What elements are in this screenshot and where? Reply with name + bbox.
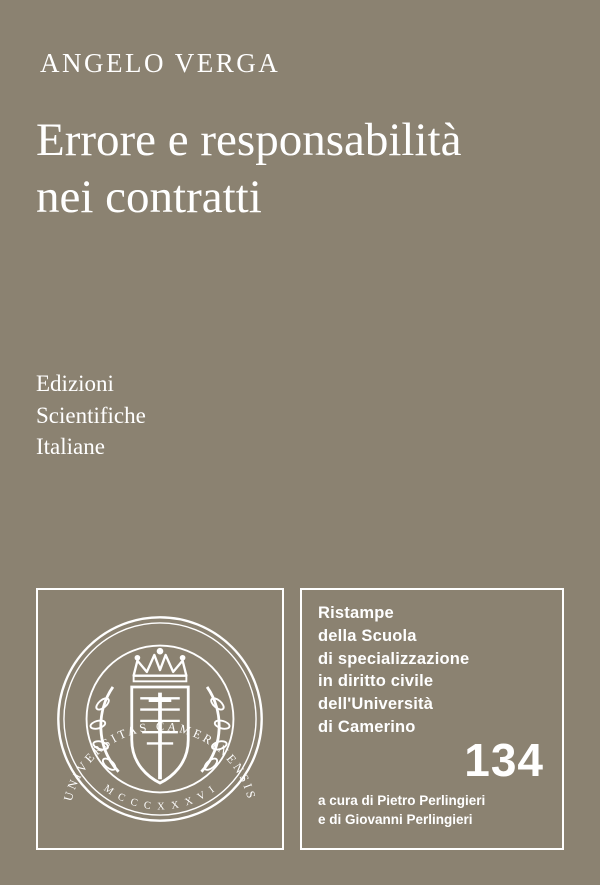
publisher-line-2: Scientifiche (36, 402, 146, 428)
series-line-6: di Camerino (318, 717, 416, 736)
emblem-frame (36, 588, 284, 850)
series-number: 134 (464, 734, 544, 786)
publisher-line-3: Italiane (36, 434, 105, 460)
series-editors-line-1: a cura di Pietro Perlingieri (318, 793, 486, 809)
svg-text:M C C C X X X V I: M C C C X X X V I (101, 783, 219, 813)
series-line-3: di specializzazione (318, 649, 470, 668)
svg-text:UNIVERSITAS CAMERINENSIS: UNIVERSITAS CAMERINENSIS (60, 719, 260, 803)
series-line-1: Ristampe (318, 604, 394, 622)
series-line-5: dell'Università (318, 695, 434, 714)
series-line-2: della Scuola (318, 626, 417, 645)
series-line-4: in diritto civile (318, 672, 434, 691)
series-title (318, 602, 469, 739)
book-title-line-2: nei contratti (36, 171, 262, 224)
series-editors-line-2: e di Giovanni Perlingieri (318, 812, 473, 828)
book-title (36, 112, 556, 227)
series-frame (300, 588, 564, 850)
publisher-line-1: Edizioni (36, 371, 114, 396)
series-editors (318, 792, 485, 830)
publisher-name (36, 368, 146, 463)
book-title-line-1: Errore e responsabilità (36, 114, 462, 166)
university-crest-icon (47, 606, 273, 832)
author-name: ANGELO VERGA (40, 48, 281, 78)
